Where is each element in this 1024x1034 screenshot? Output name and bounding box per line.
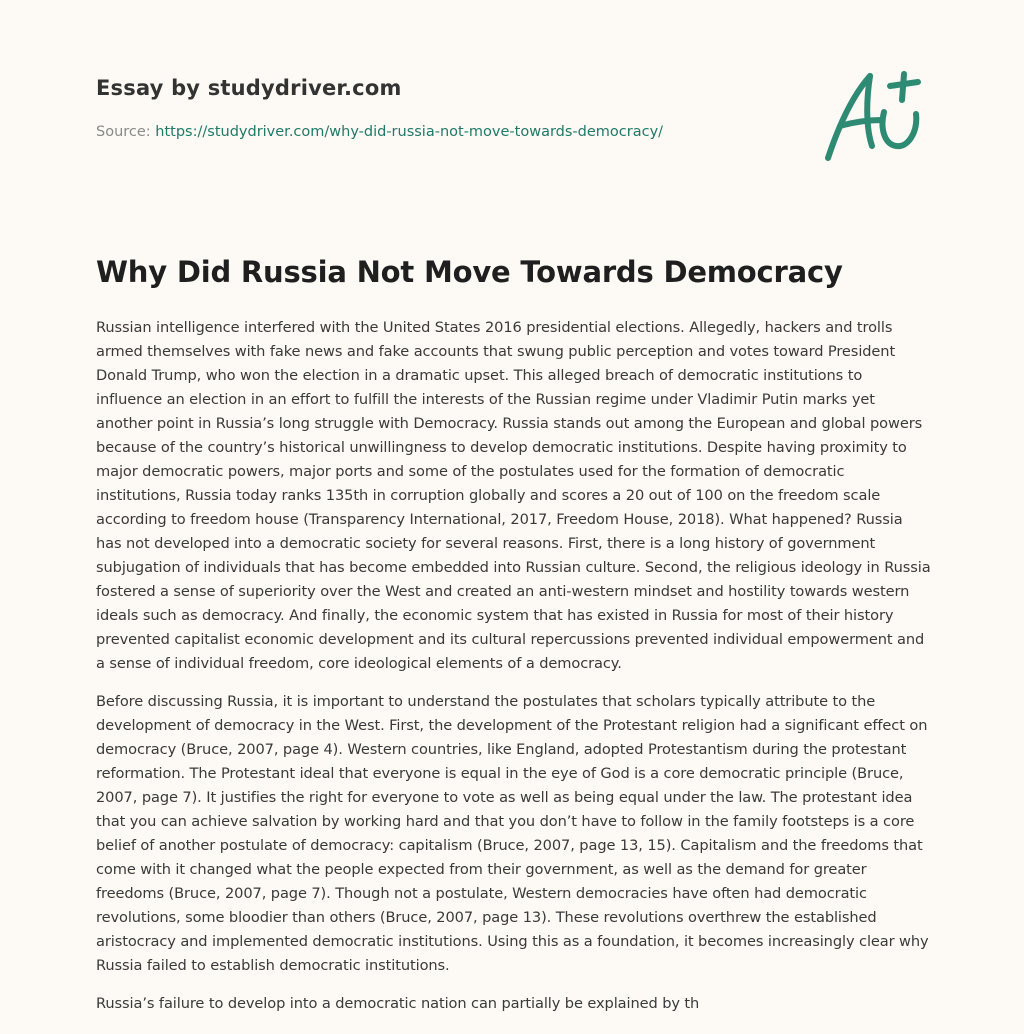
- site-title: Essay by studydriver.com: [96, 76, 402, 100]
- essay-title: Why Did Russia Not Move Towards Democracy: [96, 255, 843, 289]
- essay-paragraph-1: Russian intelligence interfered with the United States 2016 presidential elections. Allegedly, hackers and trolls armed themselves with fake news and fake accounts that swung public perception and votes toward President Donald Trump, who won the election in a dramatic upset. This alleged breach of democratic institutions to influence an election in an effort to fulfill the interests of the Russian regime under Vladimir Putin marks yet another point in Russia’s long struggle with Democracy. Russia stands out among the European and global powers because of the country’s historical unwillingness to develop democratic institutions. Despite having proximity to major democratic powers, major ports and some of the postulates used for the formation of democratic institutions, Russia today ranks 135th in corruption globally and scores a 20 out of 100 on the freedom scale according to freedom house (Transparency International, 2017, Freedom House, 2018). What happened? Russia has not developed into a democratic society for several reasons. First, there is a long history of government subjugation of individuals that has become embedded into Russian culture. Second, the religious ideology in Russia fostered a sense of superiority over the West and created an anti-western mindset and hostility towards western ideals such as democracy. And finally, the economic system that has existed in Russia for most of their history prevented capitalist economic development and its cultural repercussions prevented individual empowerment and a sense of individual freedom, core ideological elements of a democracy.: [96, 319, 931, 672]
- page-header: [96, 0, 932, 200]
- source-link[interactable]: https://studydriver.com/why-did-russia-not-move-towards-democracy/: [155, 124, 664, 140]
- essay-body: [96, 316, 932, 1030]
- source-label: Source:: [96, 124, 151, 140]
- source-line: [96, 124, 663, 140]
- a-plus-grade-icon: [824, 66, 928, 166]
- essay-page: [96, 0, 932, 1012]
- essay-paragraph-2: Before discussing Russia, it is important to understand the postulates that scholars typically attribute to the development of democracy in the West. First, the development of the Protestant religion had a significant effect on democracy (Bruce, 2007, page 4). Western countries, like England, adopted Protestantism during the protestant reformation. The Protestant ideal that everyone is equal in the eye of God is a core democratic principle (Bruce, 2007, page 7). It justifies the right for everyone to vote as well as being equal under the law. The protestant idea that you can achieve salvation by working hard and that you don’t have to follow in the family footsteps is a core belief of another postulate of democracy: capitalism (Bruce, 2007, page 13, 15). Capitalism and the freedoms that come with it changed what the people expected from their government, as well as the demand for greater freedoms (Bruce, 2007, page 7). Though not a postulate, Western democracies have often had democratic revolutions, some bloodier than others (Bruce, 2007, page 13). These revolutions overthrew the established aristocracy and implemented democratic institutions. Using this as a foundation, it becomes increasingly clear why Russia failed to establish democratic institutions.: [96, 693, 929, 974]
- essay-paragraph-3: Russia’s failure to develop into a democratic nation can partially be explained by th: [96, 995, 700, 1012]
